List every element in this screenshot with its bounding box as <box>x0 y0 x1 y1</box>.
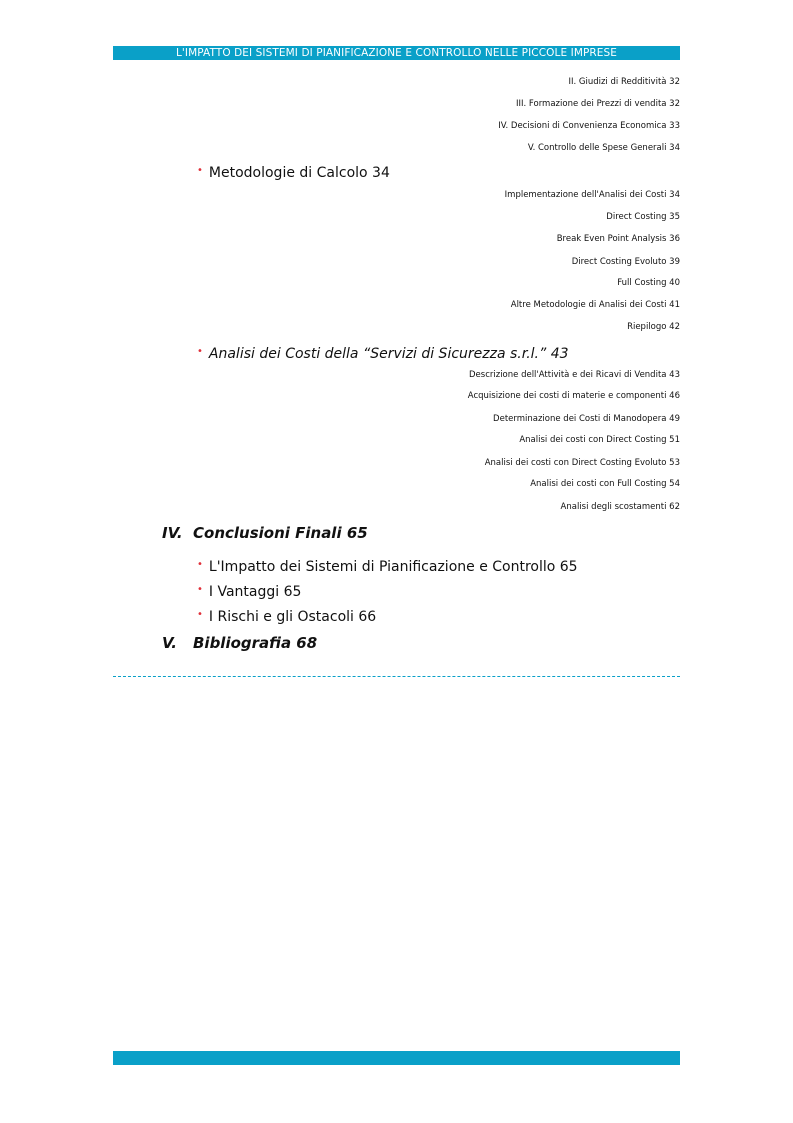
toc-entry[interactable]: Direct Costing 35 <box>606 212 680 222</box>
toc-section-impatto[interactable] <box>197 558 578 578</box>
toc-entry[interactable]: III. Formazione dei Prezzi di vendita 32 <box>516 99 680 109</box>
toc-section-analisi[interactable] <box>197 345 569 365</box>
chapter-number: V. <box>162 634 177 652</box>
toc-section-label: I Vantaggi 65 <box>208 584 302 600</box>
toc-entry[interactable]: Implementazione dell'Analisi dei Costi 34 <box>504 190 680 200</box>
bullet-icon: • <box>197 559 203 570</box>
toc-section-label: Analisi dei Costi della “Servizi di Sicurezza s.r.l.” 43 <box>208 346 569 362</box>
toc-section-label: I Rischi e gli Ostacoli 66 <box>208 609 377 625</box>
toc-entry[interactable]: Analisi dei costi con Full Costing 54 <box>530 479 680 489</box>
toc-entry[interactable]: II. Giudizi di Redditività 32 <box>568 77 680 87</box>
toc-entry[interactable]: Analisi dei costi con Direct Costing Evoluto 53 <box>484 458 680 468</box>
bullet-icon: • <box>197 346 203 357</box>
toc-entry[interactable]: IV. Decisioni di Convenienza Economica 33 <box>498 121 680 131</box>
toc-entry[interactable]: Descrizione dell'Attività e dei Ricavi di Vendita 43 <box>469 370 680 380</box>
toc-entry[interactable]: Analisi degli scostamenti 62 <box>560 502 680 512</box>
footer-bar <box>113 1051 680 1065</box>
toc-entry[interactable]: V. Controllo delle Spese Generali 34 <box>527 143 680 153</box>
toc-section-rischi[interactable] <box>197 608 376 628</box>
toc-entry[interactable]: Full Costing 40 <box>617 278 680 288</box>
bullet-icon: • <box>197 584 203 595</box>
toc-entry[interactable]: Break Even Point Analysis 36 <box>556 234 680 244</box>
toc-entry[interactable]: Riepilogo 42 <box>627 322 680 332</box>
toc-chapter-v[interactable] <box>162 633 317 653</box>
toc-entry[interactable]: Determinazione dei Costi di Manodopera 49 <box>493 414 680 424</box>
toc-entry[interactable]: Analisi dei costi con Direct Costing 51 <box>519 435 680 445</box>
toc-entry[interactable]: Altre Metodologie di Analisi dei Costi 41 <box>510 300 680 310</box>
toc-section-label: L'Impatto dei Sistemi di Pianificazione e Controllo 65 <box>208 559 578 575</box>
toc-entry[interactable]: Acquisizione dei costi di materie e componenti 46 <box>467 391 680 401</box>
chapter-label: Conclusioni Finali 65 <box>193 524 368 542</box>
toc-section-label: Metodologie di Calcolo 34 <box>208 165 390 181</box>
chapter-number: IV. <box>162 524 183 542</box>
chapter-label: Bibliografia 68 <box>193 634 318 652</box>
toc-entry[interactable]: Direct Costing Evoluto 39 <box>571 257 680 267</box>
toc-section-metodologie[interactable] <box>197 164 390 184</box>
dashed-divider <box>113 676 680 677</box>
running-header: L'IMPATTO DEI SISTEMI DI PIANIFICAZIONE E CONTROLLO NELLE PICCOLE IMPRESE <box>113 46 680 60</box>
bullet-icon: • <box>197 165 203 176</box>
bullet-icon: • <box>197 609 203 620</box>
toc-chapter-iv[interactable] <box>162 523 368 543</box>
toc-section-vantaggi[interactable] <box>197 583 301 603</box>
